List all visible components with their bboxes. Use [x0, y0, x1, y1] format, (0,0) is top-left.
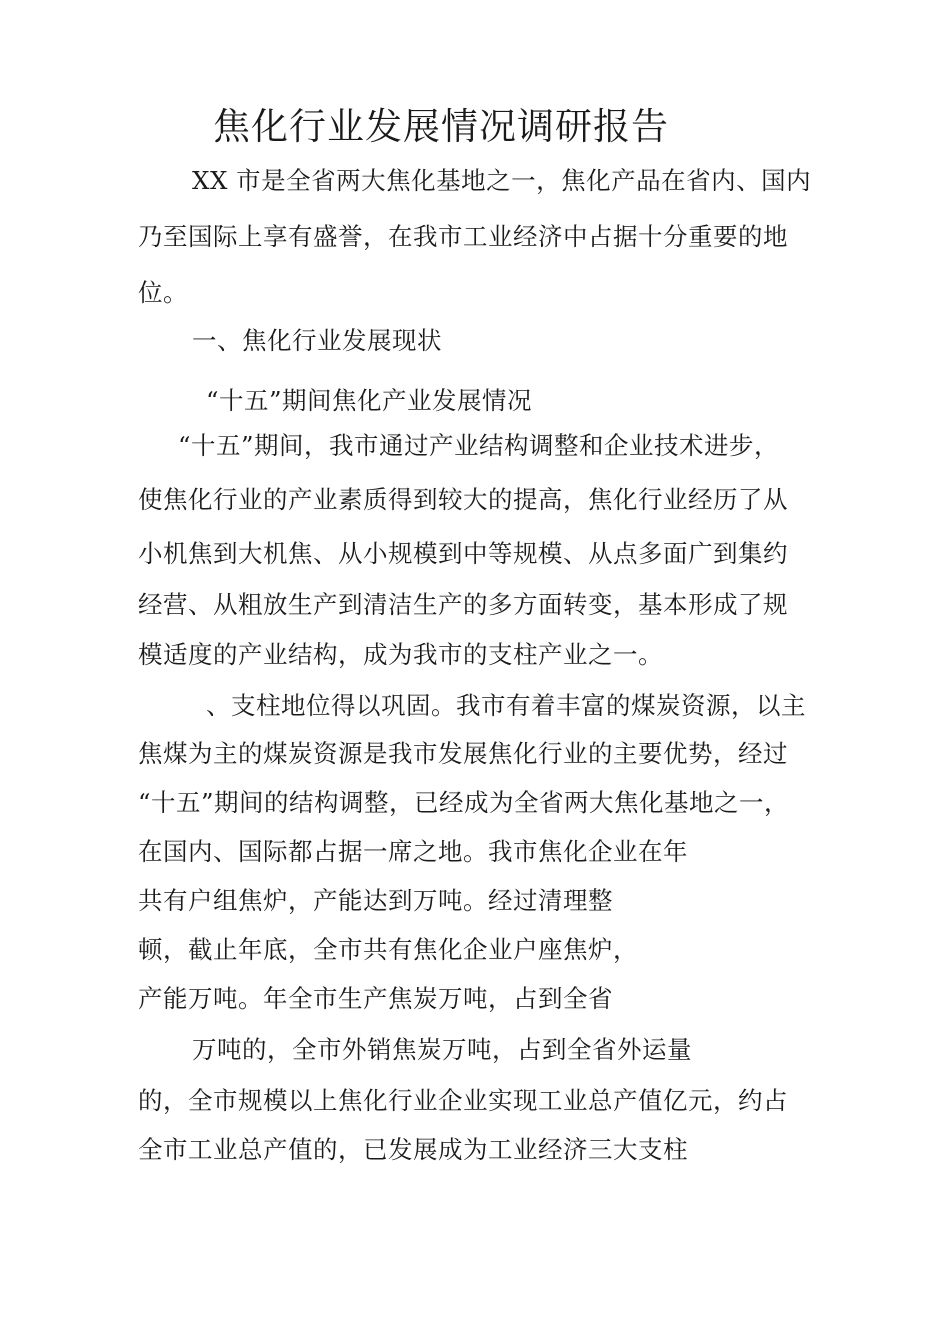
paragraph-line: 万吨的，全市外销焦炭万吨，占到全省外运量: [192, 1035, 692, 1064]
paragraph-line: XX 市是全省两大焦化基地之一，焦化产品在省内、国内: [192, 166, 812, 195]
paragraph-line: 位。: [138, 278, 188, 307]
paragraph-line: 、支柱地位得以巩固。我市有着丰富的煤炭资源，以主: [206, 691, 806, 720]
paragraph-line: “十五”期间，我市通过产业结构调整和企业技术进步，: [178, 431, 780, 460]
paragraph-line: 使焦化行业的产业素质得到较大的提高，焦化行业经历了从: [138, 485, 788, 514]
paragraph-line: 焦煤为主的煤炭资源是我市发展焦化行业的主要优势，经过: [138, 739, 788, 768]
paragraph-line: 的，全市规模以上焦化行业企业实现工业总产值亿元，约占: [138, 1086, 788, 1115]
paragraph-line: 顿，截止年底，全市共有焦化企业户座焦炉，: [138, 935, 638, 964]
paragraph-line: “十五”期间的结构调整，已经成为全省两大焦化基地之一，: [138, 788, 790, 817]
paragraph-line: 小机焦到大机焦、从小规模到中等规模、从点多面广到集约: [138, 539, 788, 568]
paragraph-line: 在国内、国际都占据一席之地。我市焦化企业在年: [138, 837, 688, 866]
paragraph-line: 乃至国际上享有盛誉，在我市工业经济中占据十分重要的地: [138, 222, 788, 251]
section-heading: 一、焦化行业发展现状: [192, 326, 442, 355]
paragraph-line: 共有户组焦炉，产能达到万吨。经过清理整: [138, 886, 613, 915]
paragraph-line: 产能万吨。年全市生产焦炭万吨，占到全省: [138, 984, 613, 1013]
subsection-heading: “十五”期间焦化产业发展情况: [206, 386, 533, 415]
paragraph-line: 经营、从粗放生产到清洁生产的多方面转变，基本形成了规: [138, 590, 788, 619]
paragraph-line: 全市工业总产值的，已发展成为工业经济三大支柱: [138, 1135, 688, 1164]
paragraph-line: 模适度的产业结构，成为我市的支柱产业之一。: [138, 640, 663, 669]
document-title: 焦化行业发展情况调研报告: [213, 105, 669, 148]
